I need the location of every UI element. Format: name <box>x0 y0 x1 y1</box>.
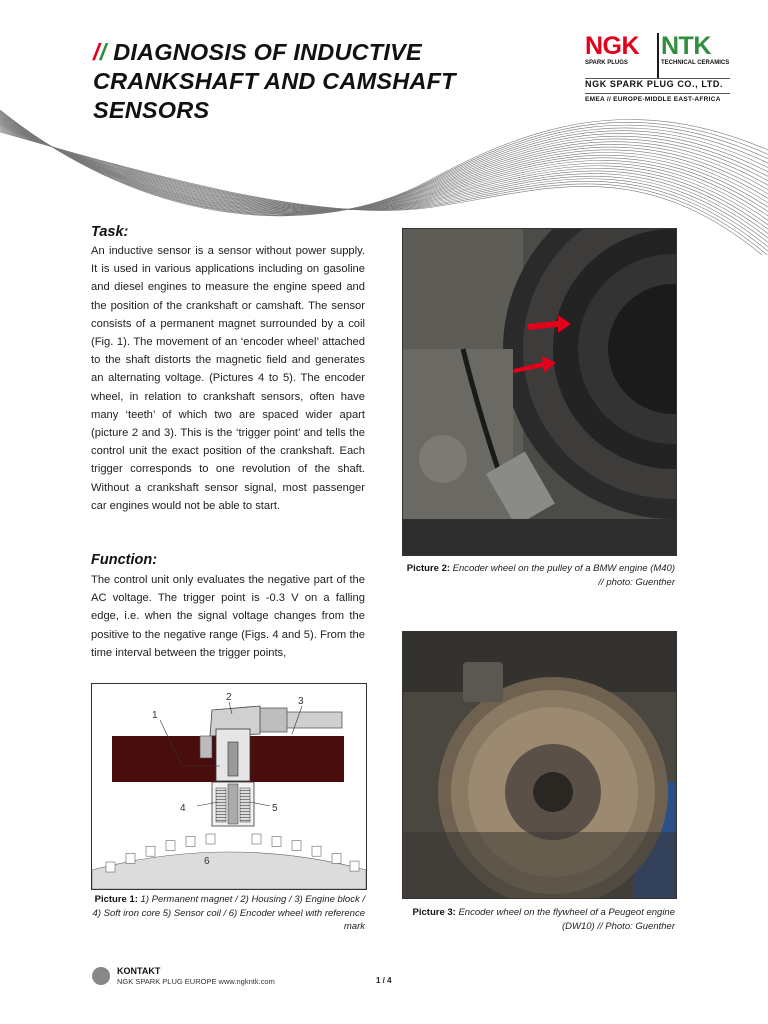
sensor-coil-left <box>216 788 226 822</box>
title-slashes: // <box>93 39 107 65</box>
sensor-diagram-drawing <box>92 684 366 889</box>
wave-line <box>0 114 768 214</box>
ntk-subtitle: TECHNICAL CERAMICS <box>661 60 730 66</box>
picture3-caption-label: Picture 3: <box>412 907 456 918</box>
soft-iron-core <box>228 784 238 824</box>
encoder-tooth-gap <box>252 834 261 844</box>
picture2-caption-label: Picture 2: <box>406 563 451 574</box>
region-label: EMEA // EUROPE-MIDDLE EAST-AFRICA <box>585 96 721 103</box>
wave-line <box>0 113 768 215</box>
encoder-tooth-gap <box>332 853 341 863</box>
encoder-tooth-gap <box>166 841 175 851</box>
task-paragraph: An inductive sensor is a sensor without power supply. It is used in various applications including on gasoline and diesel engines to measure the engine speed and the position of the crankshaft or camshaft. The sensor consists of a permanent magnet surrounded by a coil (Fig. 1). The movement of an ‘encoder wheel’ attached to the shaft distorts the magnetic field and generates an alternating voltage. (Pictures 4 to 5). The encoder wheel, in relation to crankshaft sensors, often have many ‘teeth’ of which two are spaced wider apart (picture 2 and 3). This is the ‘trigger point’ and tells the control unit the exact position of the crankshaft. Each trigger corresponds to one revolution of the shaft. Without a crankshaft sensor signal, most passenger car engines would not be able to start. <box>91 245 365 512</box>
picture3-photo <box>402 631 677 899</box>
diagram-label-4: 4 <box>180 803 186 814</box>
encoder-tooth-gap <box>106 862 115 872</box>
picture2-caption-text: Encoder wheel on the pulley of a BMW engine (M40) // photo: Guenther <box>450 563 675 588</box>
diagram-label-5: 5 <box>272 803 278 814</box>
encoder-tooth-gap <box>272 837 281 847</box>
title-text: DIAGNOSIS OF INDUCTIVE CRANKSHAFT AND CAMSHAFT SENSORS <box>93 39 456 123</box>
picture1-caption-label: Picture 1: <box>94 894 138 905</box>
picture3-caption <box>402 906 675 933</box>
page-number: 1 / 4 <box>376 976 392 985</box>
task-heading: Task: <box>91 224 129 240</box>
diagram-label-1: 1 <box>152 710 158 721</box>
encoder-tooth-gap <box>312 846 321 856</box>
picture3-caption-text: Encoder wheel on the flywheel of a Peugeot engine (DW10) // Photo: Guenther <box>455 907 675 932</box>
company-name: NGK SPARK PLUG CO., LTD. <box>585 79 724 89</box>
wave-line <box>0 128 768 238</box>
permanent-magnet <box>228 742 238 776</box>
diagram-label-6: 6 <box>204 856 210 867</box>
encoder-tooth-gap <box>126 853 135 863</box>
encoder-tooth-gap <box>206 834 215 844</box>
picture2-caption <box>402 562 675 589</box>
encoder-tooth-gap <box>146 846 155 856</box>
function-paragraph: The control unit only evaluates the negative part of the AC voltage. The trigger point is -0.3 V on a falling edge, i.e. when the signal voltage changes from the positive to the negative range (Figs. 4 and 5). From the time interval between the trigger points, <box>91 574 365 659</box>
peugeot-flywheel-photo-drawing <box>403 632 676 898</box>
ngk-wordmark: NGK <box>585 32 640 60</box>
globe-icon <box>92 967 110 985</box>
logo-separator <box>657 33 659 79</box>
sensor-coil-right <box>240 788 250 822</box>
picture1-caption <box>91 893 365 934</box>
bmw-pulley-photo-drawing <box>403 229 676 555</box>
function-heading: Function: <box>91 552 158 568</box>
footer-link[interactable]: NGK SPARK PLUG EUROPE www.ngkntk.com <box>117 977 275 986</box>
picture2-photo <box>402 228 677 556</box>
footer-title: KONTAKT <box>117 966 161 976</box>
diagram-label-2: 2 <box>226 692 232 703</box>
wave-line <box>0 112 768 215</box>
picture1-caption-text: 1) Permanent magnet / 2) Housing / 3) Engine block / 4) Soft iron core 5) Sensor coil / 6) Encoder wheel with reference mark <box>92 894 365 932</box>
encoder-tooth-gap <box>292 841 301 851</box>
mounting-bolt <box>200 736 212 758</box>
sensor-diagram <box>91 683 367 890</box>
cable-connector <box>257 708 287 732</box>
ngk-subtitle: SPARK PLUGS <box>585 60 628 66</box>
encoder-tooth-gap <box>350 861 359 871</box>
ntk-wordmark: NTK <box>661 32 711 60</box>
encoder-tooth-gap <box>186 837 195 847</box>
diagram-label-3: 3 <box>298 696 304 707</box>
